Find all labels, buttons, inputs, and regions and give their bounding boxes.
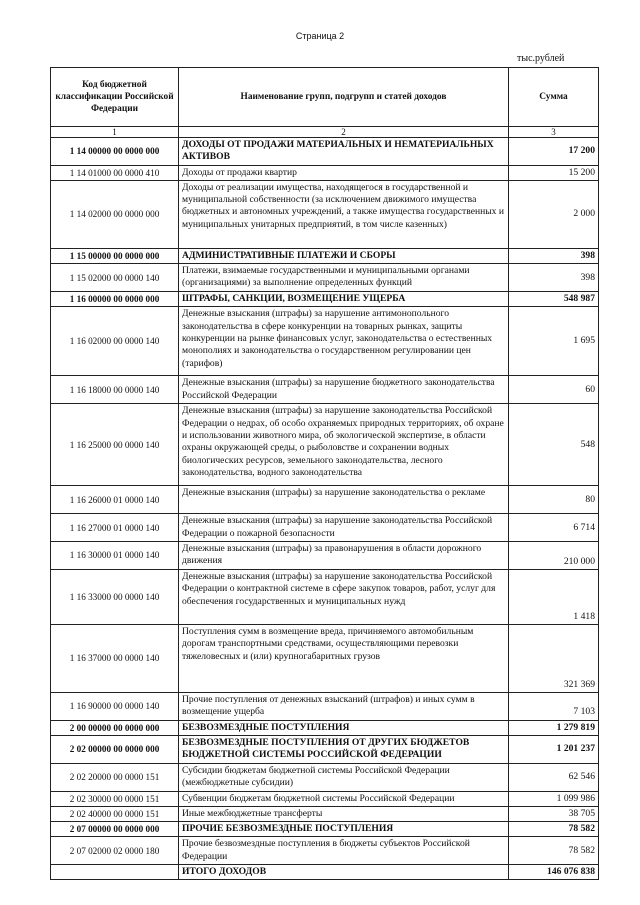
row-code: 1 16 37000 00 0000 140	[51, 625, 179, 693]
table-row	[51, 264, 599, 292]
row-code: 1 16 02000 00 0000 140	[51, 307, 179, 376]
row-code: 1 16 33000 00 0000 140	[51, 570, 179, 625]
row-code: 2 02 30000 00 0000 151	[51, 791, 179, 806]
row-code: 1 16 30000 01 0000 140	[51, 542, 179, 570]
row-sum: 6 714	[509, 514, 599, 542]
row-code: 1 16 25000 00 0000 140	[51, 404, 179, 486]
row-name: Доходы от реализации имущества, находящегося в государственной и муниципальной собственности (за исключением движимого имущества бюджетных и автономных учреждений, а также имущества государственных и муниципальных унитарных предприятий, в том числе казенных)	[179, 180, 509, 248]
row-sum: 78 582	[509, 822, 599, 837]
header-name: Наименование групп, подгрупп и статей доходов	[179, 68, 509, 127]
row-code: 1 16 00000 00 0000 000	[51, 292, 179, 307]
row-code: 1 16 90000 00 0000 140	[51, 693, 179, 721]
row-code: 1 15 02000 00 0000 140	[51, 264, 179, 292]
row-name: Субсидии бюджетам бюджетной системы Российской Федерации (межбюджетные субсидии)	[179, 763, 509, 791]
table-row	[51, 248, 599, 263]
row-name: ДОХОДЫ ОТ ПРОДАЖИ МАТЕРИАЛЬНЫХ И НЕМАТЕРИАЛЬНЫХ АКТИВОВ	[179, 138, 509, 166]
table-row	[51, 806, 599, 821]
row-name: Денежные взыскания (штрафы) за правонарушения в области дорожного движения	[179, 542, 509, 570]
table-header-row	[51, 68, 599, 127]
table-row	[51, 865, 599, 880]
table-row	[51, 570, 599, 625]
row-sum: 15 200	[509, 165, 599, 180]
income-table	[50, 67, 599, 880]
row-sum: 210 000	[509, 542, 599, 570]
row-name: Поступления сумм в возмещение вреда, причиняемого автомобильным дорогам транспортными средствами, осуществляющими перевозки тяжеловесных и (или) крупногабаритных грузов	[179, 625, 509, 693]
column-number-row	[51, 127, 599, 138]
row-code: 2 00 00000 00 0000 000	[51, 720, 179, 735]
table-row	[51, 791, 599, 806]
column-number-3: 3	[509, 127, 599, 138]
table-row	[51, 693, 599, 721]
row-sum: 1 099 986	[509, 791, 599, 806]
row-sum: 1 418	[509, 570, 599, 625]
row-sum: 17 200	[509, 138, 599, 166]
row-name: Денежные взыскания (штрафы) за нарушение антимонопольного законодательства в сфере конкуренции на товарных рынках, защиты конкуренции на рынке финансовых услуг, законодательства о естественных монополиях и законодательства о государственном регулировании цен (тарифов)	[179, 307, 509, 376]
table-row	[51, 138, 599, 166]
row-code: 1 14 02000 00 0000 000	[51, 180, 179, 248]
row-sum: 38 705	[509, 806, 599, 821]
row-code: 2 07 02000 02 0000 180	[51, 837, 179, 865]
row-sum: 7 103	[509, 693, 599, 721]
row-name: БЕЗВОЗМЕЗДНЫЕ ПОСТУПЛЕНИЯ	[179, 720, 509, 735]
page-number-label: Страница 2	[295, 31, 345, 41]
table-row	[51, 404, 599, 486]
table-row	[51, 292, 599, 307]
table-row	[51, 165, 599, 180]
table-row	[51, 542, 599, 570]
row-code: 1 14 01000 00 0000 410	[51, 165, 179, 180]
table-row	[51, 625, 599, 693]
row-code: 1 15 00000 00 0000 000	[51, 248, 179, 263]
row-name: Субвенции бюджетам бюджетной системы Российской Федерации	[179, 791, 509, 806]
row-sum: 548 987	[509, 292, 599, 307]
row-name: Платежи, взимаемые государственными и муниципальными органами (организациями) за выполнение определенных функций	[179, 264, 509, 292]
row-code: 1 14 00000 00 0000 000	[51, 138, 179, 166]
row-sum: 398	[509, 264, 599, 292]
column-number-1: 1	[51, 127, 179, 138]
row-name: Денежные взыскания (штрафы) за нарушение законодательства Российской Федерации о недрах, об особо охраняемых природных территориях, об охране и использовании животного мира, об экологической экспертизе, в области охраны окружающей среды, о рыболовстве и сохранении водных биологических ресурсов, земельного законодательства, лесного законодательства, водного законодательства	[179, 404, 509, 486]
row-code: 1 16 26000 01 0000 140	[51, 486, 179, 514]
row-code: 1 16 27000 01 0000 140	[51, 514, 179, 542]
row-name: Денежные взыскания (штрафы) за нарушение бюджетного законодательства Российской Федерации	[179, 376, 509, 404]
row-sum: 548	[509, 404, 599, 486]
row-name: Прочие поступления от денежных взысканий (штрафов) и иных сумм в возмещение ущерба	[179, 693, 509, 721]
row-sum: 78 582	[509, 837, 599, 865]
row-name: Денежные взыскания (штрафы) за нарушение законодательства Российской Федерации о контрактной системе в сфере закупок товаров, работ, услуг для обеспечения государственных и муниципальных нужд	[179, 570, 509, 625]
row-name: Денежные взыскания (штрафы) за нарушение законодательства Российской Федерации о пожарной безопасности	[179, 514, 509, 542]
table-row	[51, 376, 599, 404]
units-label: тыс.рублей	[517, 53, 565, 64]
table-row	[51, 486, 599, 514]
row-name: Иные межбюджетные трансферты	[179, 806, 509, 821]
row-code: 2 02 40000 00 0000 151	[51, 806, 179, 821]
row-name: ШТРАФЫ, САНКЦИИ, ВОЗМЕЩЕНИЕ УЩЕРБА	[179, 292, 509, 307]
row-name: ИТОГО ДОХОДОВ	[179, 865, 509, 880]
table-row	[51, 735, 599, 763]
row-name: АДМИНИСТРАТИВНЫЕ ПЛАТЕЖИ И СБОРЫ	[179, 248, 509, 263]
row-name: Прочие безвозмездные поступления в бюджеты субъектов Российской Федерации	[179, 837, 509, 865]
row-code: 2 02 20000 00 0000 151	[51, 763, 179, 791]
row-sum: 321 369	[509, 625, 599, 693]
row-sum: 1 695	[509, 307, 599, 376]
row-code: 2 02 00000 00 0000 000	[51, 735, 179, 763]
table-row	[51, 720, 599, 735]
table-row	[51, 180, 599, 248]
row-code	[51, 865, 179, 880]
row-name: ПРОЧИЕ БЕЗВОЗМЕЗДНЫЕ ПОСТУПЛЕНИЯ	[179, 822, 509, 837]
row-sum: 1 279 819	[509, 720, 599, 735]
row-name: Доходы от продажи квартир	[179, 165, 509, 180]
row-code: 2 07 00000 00 0000 000	[51, 822, 179, 837]
row-name: Денежные взыскания (штрафы) за нарушение законодательства о рекламе	[179, 486, 509, 514]
row-sum: 80	[509, 486, 599, 514]
row-sum: 62 546	[509, 763, 599, 791]
header-sum: Сумма	[509, 68, 599, 127]
table-row	[51, 837, 599, 865]
table-row	[51, 822, 599, 837]
row-code: 1 16 18000 00 0000 140	[51, 376, 179, 404]
row-sum: 60	[509, 376, 599, 404]
row-sum: 146 076 838	[509, 865, 599, 880]
row-name: БЕЗВОЗМЕЗДНЫЕ ПОСТУПЛЕНИЯ ОТ ДРУГИХ БЮДЖЕТОВ БЮДЖЕТНОЙ СИСТЕМЫ РОССИЙСКОЙ ФЕДЕРАЦИИ	[179, 735, 509, 763]
table-row	[51, 763, 599, 791]
table-row	[51, 307, 599, 376]
table-row	[51, 514, 599, 542]
row-sum: 1 201 237	[509, 735, 599, 763]
column-number-2: 2	[179, 127, 509, 138]
row-sum: 398	[509, 248, 599, 263]
row-sum: 2 000	[509, 180, 599, 248]
header-code: Код бюджетной классификации Российской Федерации	[51, 68, 179, 127]
